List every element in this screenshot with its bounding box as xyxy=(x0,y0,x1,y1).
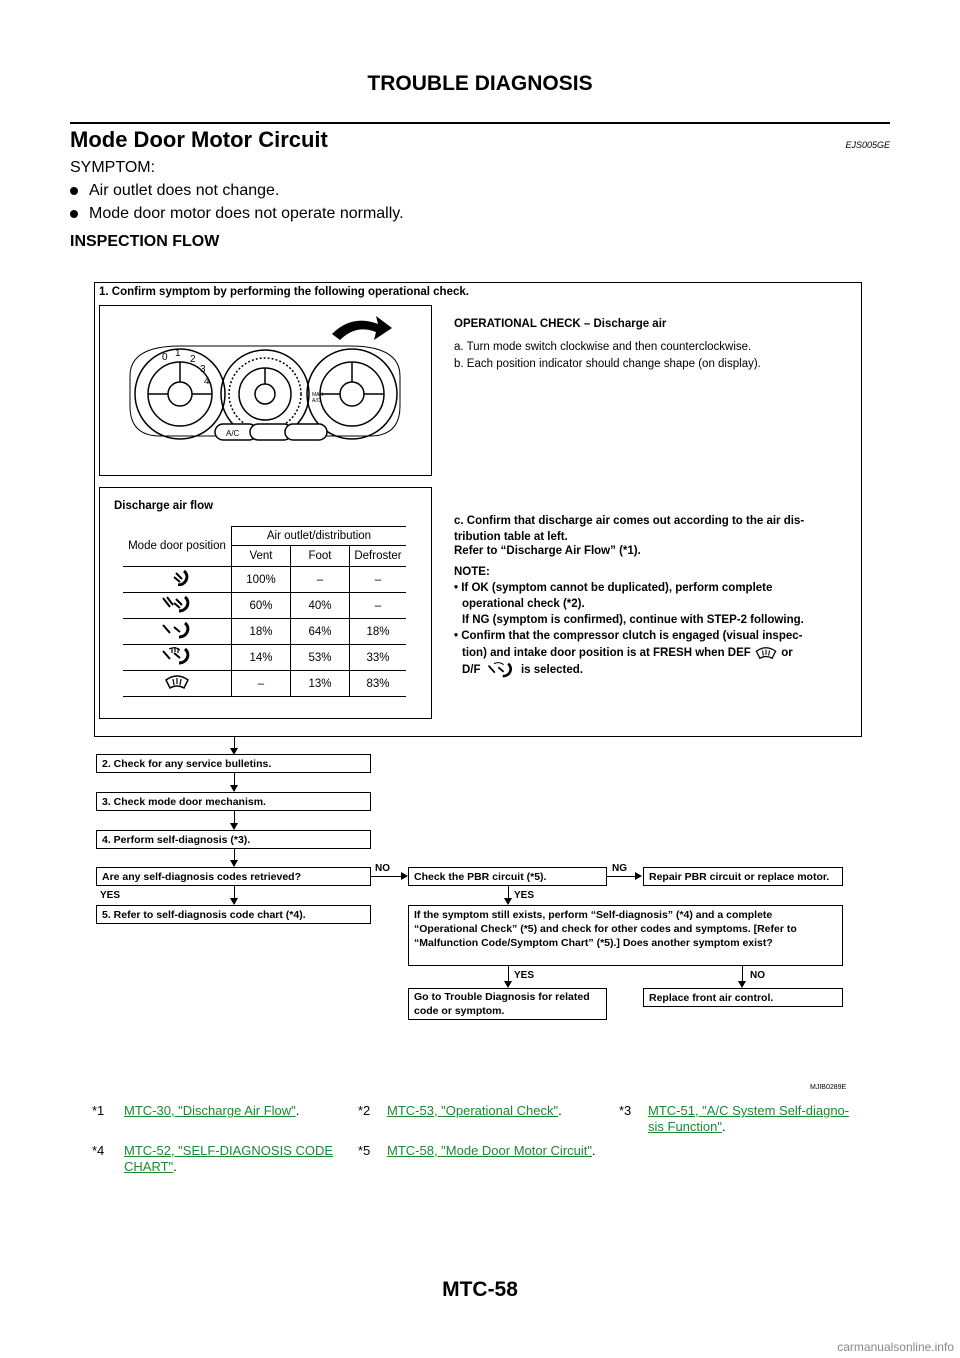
cell-foot: 53% xyxy=(291,645,350,671)
discharge-title: Discharge air flow xyxy=(114,500,214,512)
footnote-suffix: . xyxy=(592,1143,596,1158)
step1-text: 1. Confirm symptom by performing the following operational check. xyxy=(99,286,469,298)
footnote-2 xyxy=(387,1103,562,1118)
cell-def: 18% xyxy=(350,619,407,645)
arrow-down-icon xyxy=(738,981,746,988)
symptom-item xyxy=(70,182,279,200)
footnote-link[interactable]: MTC-58, "Mode Door Motor Circuit" xyxy=(387,1143,592,1158)
footnote-1 xyxy=(124,1103,299,1118)
note-comp-1: • Confirm that the compressor clutch is engaged (visual inspec- xyxy=(454,630,803,642)
step3-box: 3. Check mode door mechanism. xyxy=(96,792,371,811)
footnote-mark: *2 xyxy=(358,1103,371,1118)
dial-number: 0 xyxy=(162,352,168,363)
dial-number: 2 xyxy=(190,354,196,365)
step4-box: 4. Perform self-diagnosis (*3). xyxy=(96,830,371,849)
bi-level-mode-icon xyxy=(123,593,232,619)
symptom-item-text: Mode door motor does not operate normally. xyxy=(89,205,404,222)
note-comp-3a: D/F xyxy=(462,664,481,677)
self-diag-question-box: Are any self-diagnosis codes retrieved? xyxy=(96,867,371,886)
ng-label: NG xyxy=(612,863,627,874)
table-row xyxy=(123,593,406,619)
section-title: Mode Door Motor Circuit xyxy=(70,127,328,152)
note-comp-2b: or xyxy=(781,647,793,660)
table-row xyxy=(123,671,406,697)
op-check-b: b. Each position indicator should change shape (on display). xyxy=(454,358,761,370)
footnote-mark: *1 xyxy=(92,1103,105,1118)
col-mode-header: Mode door position xyxy=(123,527,232,567)
arrow-down-icon xyxy=(230,898,238,905)
footnote-3 xyxy=(648,1103,866,1135)
note-ok-1: • If OK (symptom cannot be duplicated), perform complete xyxy=(454,582,773,594)
cell-vent: 14% xyxy=(232,645,291,671)
table-row xyxy=(123,645,406,671)
cell-def: – xyxy=(350,567,407,593)
watermark[interactable]: carmanualsonline.info xyxy=(837,1340,954,1354)
footnote-link[interactable]: MTC-51, "A/C System Self-diagno- sis Function" xyxy=(648,1103,850,1134)
symptom-item xyxy=(70,205,404,223)
no-label: NO xyxy=(375,863,390,874)
dial-man-label: MAN xyxy=(312,392,324,398)
note-title: NOTE: xyxy=(454,566,490,578)
vent-mode-icon xyxy=(123,567,232,593)
arrow-right-icon xyxy=(635,872,642,880)
note-comp-3 xyxy=(462,662,583,678)
footnote-suffix: . xyxy=(558,1103,562,1118)
footnote-suffix: . xyxy=(721,1119,726,1134)
arrow-down-icon xyxy=(230,785,238,792)
footnote-5 xyxy=(387,1143,596,1158)
cell-vent: 60% xyxy=(232,593,291,619)
arrow-down-icon xyxy=(230,860,238,867)
table-row xyxy=(123,567,406,593)
section-code: EJS005GE xyxy=(845,140,890,150)
foot-defrost-mode-icon xyxy=(123,645,232,671)
pbr-repair-box: Repair PBR circuit or replace motor. xyxy=(643,867,843,886)
bullet-icon xyxy=(70,187,78,195)
footnote-suffix: . xyxy=(173,1159,177,1174)
footnote-link[interactable]: MTC-53, "Operational Check" xyxy=(387,1103,559,1118)
ac-button-label: A/C xyxy=(226,429,240,438)
dial-number: 4 xyxy=(204,376,210,387)
footnote-link[interactable]: MTC-30, "Discharge Air Flow" xyxy=(124,1103,296,1118)
yes-label: YES xyxy=(100,890,121,901)
col-vent-header: Vent xyxy=(232,546,291,567)
page-header-title: TROUBLE DIAGNOSIS xyxy=(367,72,593,95)
yes-label: YES xyxy=(514,970,535,981)
footnote-suffix: . xyxy=(295,1103,300,1118)
foot-mode-icon xyxy=(123,619,232,645)
confirm-c-ref: Refer to “Discharge Air Flow” (*1). xyxy=(454,545,641,557)
table-row xyxy=(123,619,406,645)
op-check-title: OPERATIONAL CHECK – Discharge air xyxy=(454,318,667,330)
discharge-table xyxy=(123,526,406,697)
figure-id: MJIB0289E xyxy=(810,1084,847,1091)
arrow-down-icon xyxy=(504,898,512,905)
cell-def: 33% xyxy=(350,645,407,671)
cell-vent: 100% xyxy=(232,567,291,593)
cell-foot: 40% xyxy=(291,593,350,619)
footnote-link[interactable]: MTC-52, "SELF-DIAGNOSIS CODE CHART" xyxy=(124,1143,334,1174)
op-check-a: a. Turn mode switch clockwise and then counterclockwise. xyxy=(454,341,752,353)
arrow-right-icon xyxy=(401,872,408,880)
confirm-c-text: c. Confirm that discharge air comes out according to the air dis- tribution table at left. xyxy=(454,515,805,543)
goto-trouble-box: Go to Trouble Diagnosis for related code or symptom. xyxy=(408,988,607,1020)
cell-foot: – xyxy=(291,567,350,593)
dial-number: 3 xyxy=(200,364,206,375)
page-number: MTC-58 xyxy=(442,1278,518,1301)
step2-box: 2. Check for any service bulletins. xyxy=(96,754,371,773)
cell-foot: 13% xyxy=(291,671,350,697)
footnote-4 xyxy=(124,1143,350,1175)
note-comp-3b: is selected. xyxy=(520,664,583,677)
replace-control-box: Replace front air control. xyxy=(643,988,843,1007)
symptom-still-box: If the symptom still exists, perform “Self-diagnosis” (*4) and a complete “Operational Check” (*5) and check for other codes and symptoms. [Refer to “Malfunction Code/Symptom Chart” (*5).] Does another symptom exist? xyxy=(408,905,843,966)
pbr-check-box: Check the PBR circuit (*5). xyxy=(408,867,607,886)
control-panel-illustration xyxy=(100,306,431,475)
foot-defrost-icon xyxy=(484,662,518,678)
flow-connector xyxy=(607,876,637,877)
note-ng: If NG (symptom is confirmed), continue with STEP-2 following. xyxy=(462,614,804,626)
inspection-flow-title: INSPECTION FLOW xyxy=(70,233,220,250)
cell-foot: 64% xyxy=(291,619,350,645)
step5-box: 5. Refer to self-diagnosis code chart (*4). xyxy=(96,905,371,924)
footnote-mark: *4 xyxy=(92,1143,105,1158)
note-comp-2a: tion) and intake door position is at FRESH when DEF xyxy=(462,647,751,660)
symptom-item-text: Air outlet does not change. xyxy=(89,182,280,199)
cell-vent: 18% xyxy=(232,619,291,645)
arrow-down-icon xyxy=(230,823,238,830)
col-foot-header: Foot xyxy=(291,546,350,567)
arrow-down-icon xyxy=(504,981,512,988)
cell-def: 83% xyxy=(350,671,407,697)
cell-vent: – xyxy=(232,671,291,697)
cell-def: – xyxy=(350,593,407,619)
col-group-header: Air outlet/distribution xyxy=(232,527,407,546)
header-rule xyxy=(70,122,890,124)
no-label: NO xyxy=(750,970,765,981)
col-def-header: Defroster xyxy=(350,546,407,567)
flow-connector xyxy=(371,876,403,877)
defrost-icon xyxy=(754,646,778,660)
note-comp-2 xyxy=(462,646,793,660)
footnote-mark: *3 xyxy=(619,1103,632,1118)
defrost-mode-icon xyxy=(123,671,232,697)
footnote-mark: *5 xyxy=(358,1143,371,1158)
yes-label: YES xyxy=(514,890,535,901)
dial-ac-label: A/C xyxy=(312,398,321,404)
dial-number: 1 xyxy=(175,348,181,359)
bullet-icon xyxy=(70,210,78,218)
note-ok-2: operational check (*2). xyxy=(462,598,585,610)
symptom-label: SYMPTOM: xyxy=(70,159,156,176)
